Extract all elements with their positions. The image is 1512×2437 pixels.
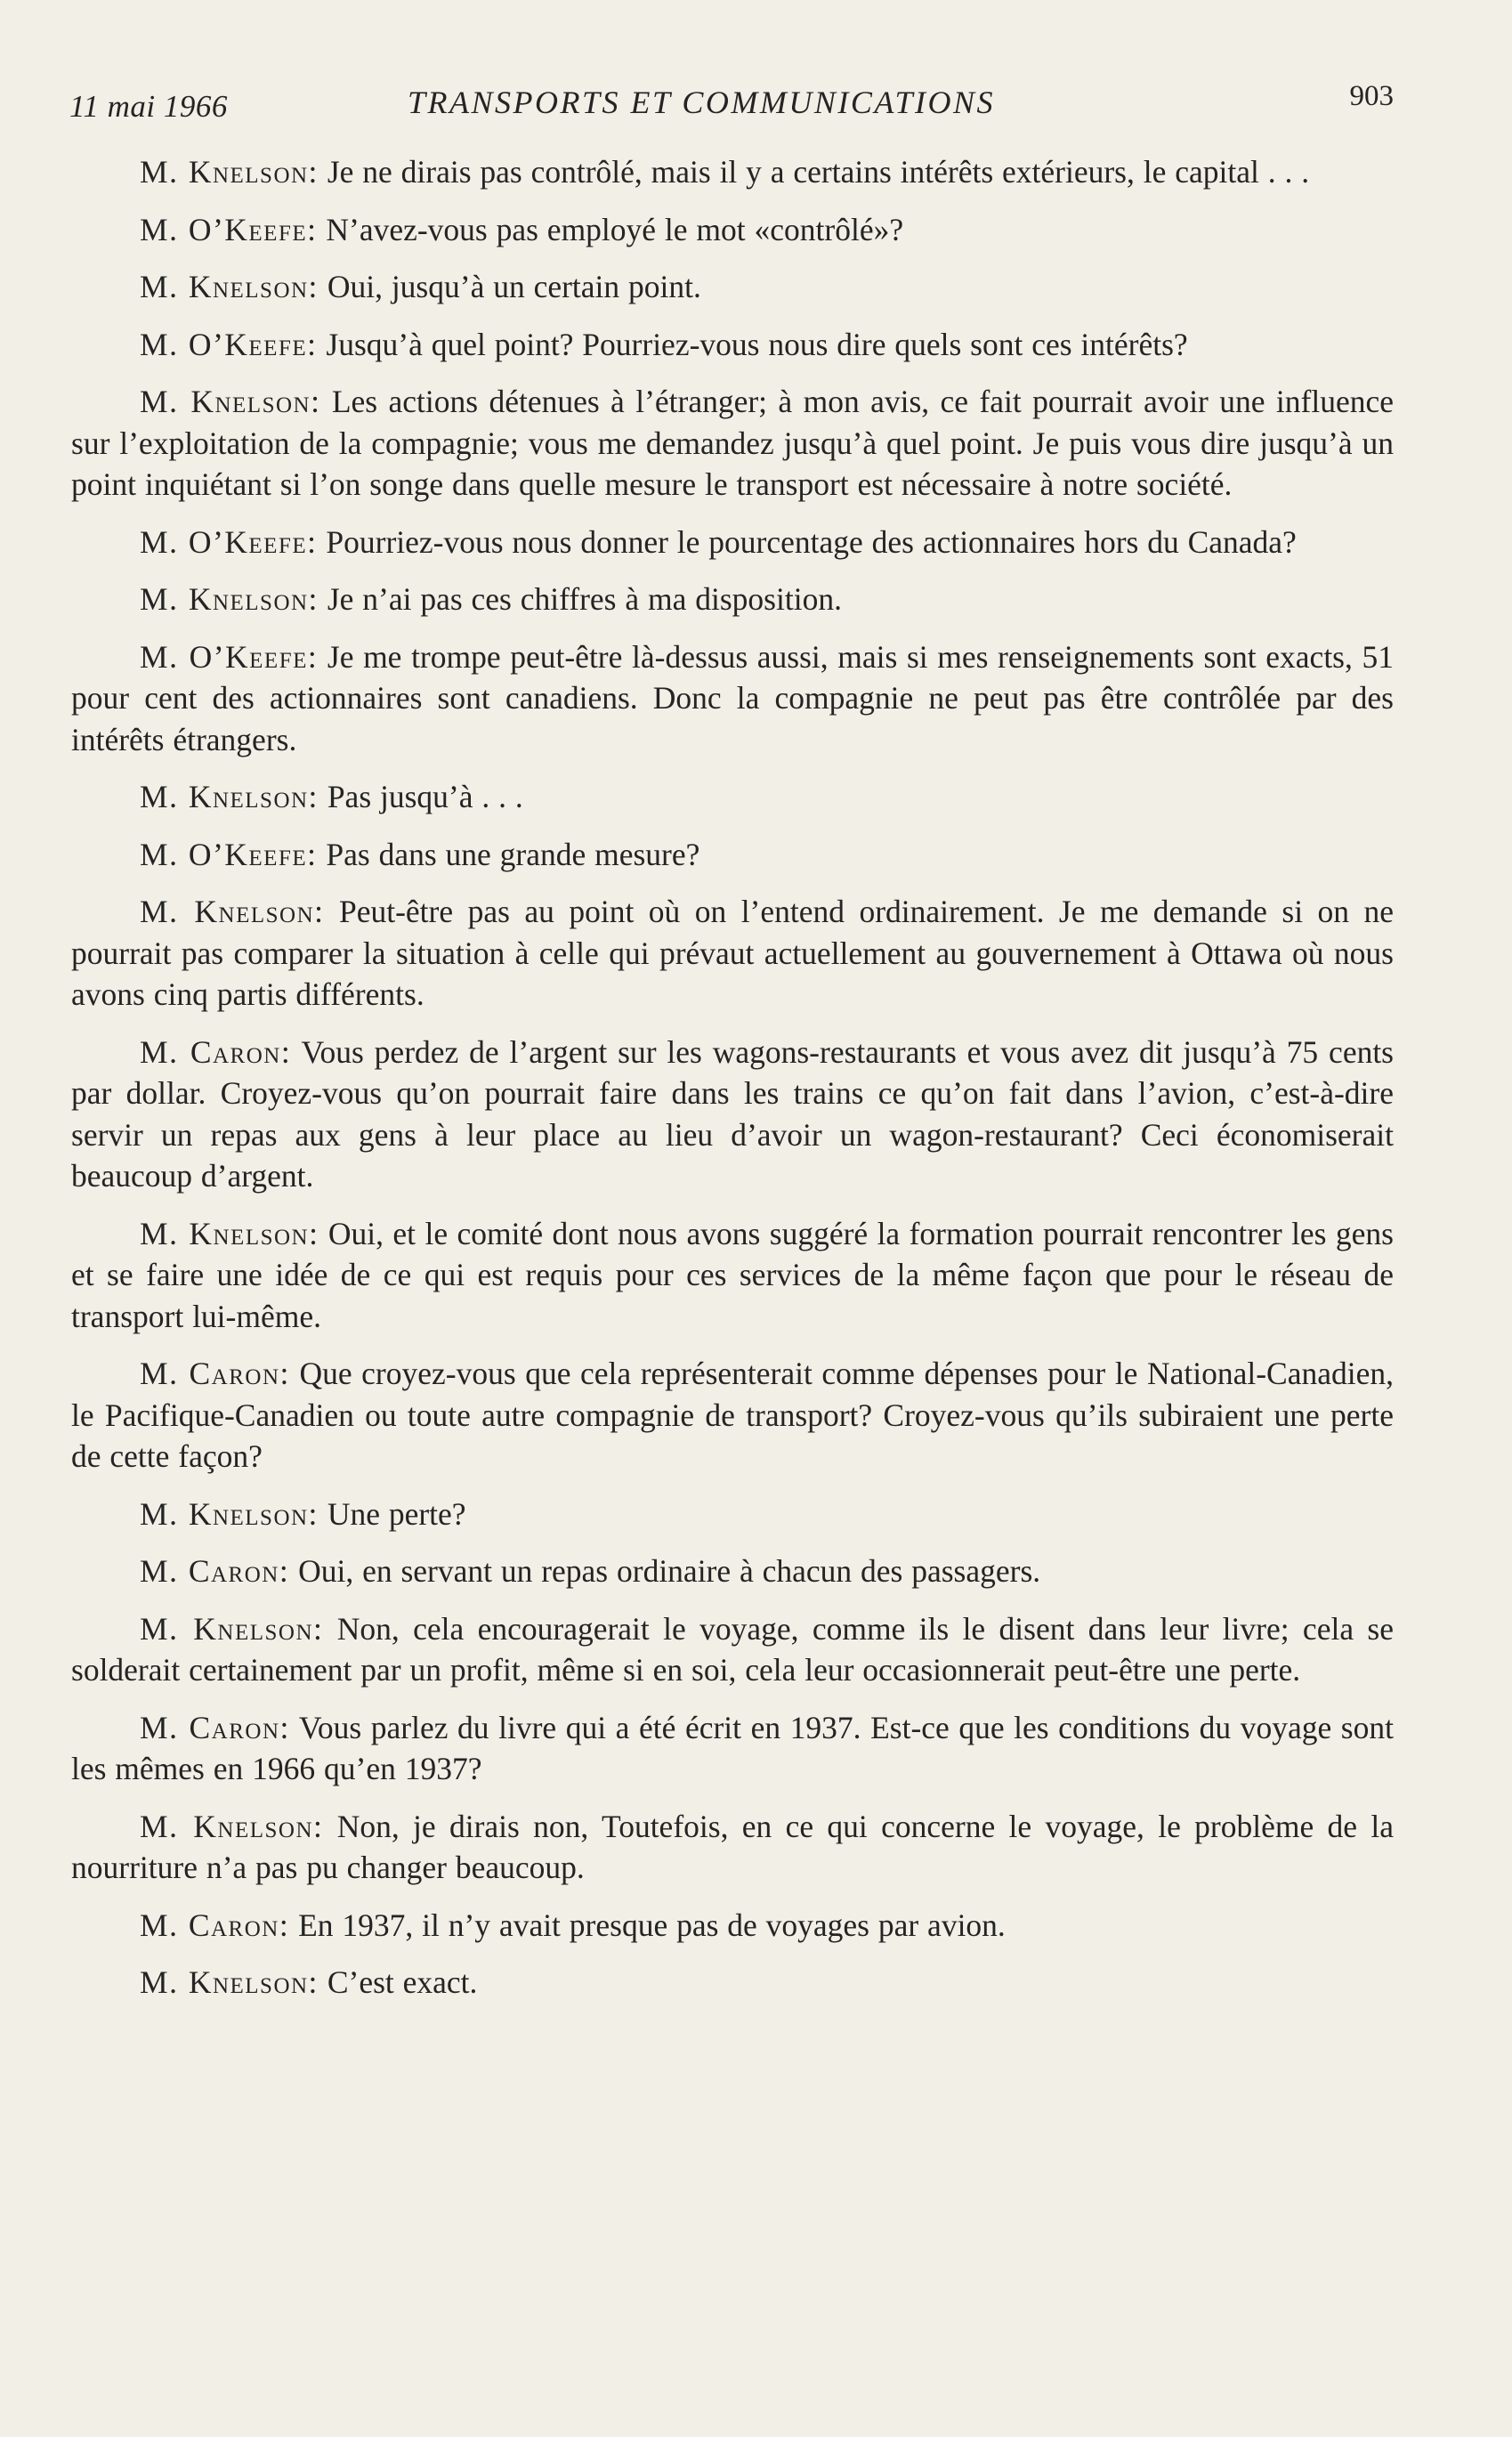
speech-text: Peut-être pas au point où on l’entend ordinairement. Je me demande si on ne pourrait pas comparer la situation à celle qui prévaut actuellement au gouvernement à Ottawa où nous avons cinq partis différents.	[71, 894, 1394, 1012]
speaker-name: M. O’Keefe:	[140, 638, 319, 675]
dialogue-paragraph	[71, 381, 1394, 506]
speaker-name: M. Knelson:	[140, 779, 319, 814]
speaker-name: M. Caron:	[140, 1033, 292, 1070]
dialogue-paragraph	[71, 1550, 1394, 1592]
dialogue-paragraph	[71, 636, 1394, 761]
page-number: 903	[1349, 80, 1394, 112]
speaker-name: M. Knelson:	[140, 894, 325, 929]
speaker-name: M. Caron:	[140, 1709, 290, 1745]
speech-text: Les actions détenues à l’étranger; à mon avis, ce fait pourrait avoir une influence sur l’exploitation de la compagnie; vous me demandez jusqu’à quel point. Je puis vous dire jusqu’à un point inquiétant si l’on songe dans quelle mesure le transport est nécessaire à notre société.	[71, 384, 1394, 502]
dialogue-paragraph	[71, 834, 1394, 876]
dialogue-paragraph	[71, 891, 1394, 1016]
speech-text: Oui, et le comité dont nous avons suggéré la formation pourrait rencontrer les gens et se faire une idée de ce qui est requis pour ces services de la même façon que pour le réseau de transport lui-même.	[71, 1215, 1394, 1334]
dialogue-paragraph	[71, 1213, 1394, 1338]
dialogue-paragraph	[71, 151, 1394, 193]
speech-text: Jusqu’à quel point? Pourriez-vous nous dire quels sont ces intérêts?	[326, 326, 1188, 362]
dialogue-paragraph	[71, 1353, 1394, 1478]
speech-text: C’est exact.	[327, 1964, 478, 2000]
dialogue-paragraph	[71, 324, 1394, 366]
speaker-name: M. Caron:	[140, 1907, 290, 1943]
speaker-name: M. O’Keefe:	[140, 836, 318, 872]
speaker-name: M. Knelson:	[140, 1808, 324, 1844]
speech-text: Je n’ai pas ces chiffres à ma disposition.	[327, 581, 842, 617]
dialogue-paragraph	[71, 1962, 1394, 2004]
speech-text: En 1937, il n’y avait presque pas de voyages par avion.	[298, 1907, 1006, 1943]
speaker-name: M. Caron:	[140, 1553, 290, 1589]
speaker-name: M. Knelson:	[140, 1495, 319, 1532]
speech-text: Vous perdez de l’argent sur les wagons-restaurants et vous avez dit jusqu’à 75 cents par dollar. Croyez-vous qu’on pourrait faire dans les trains ce qu’on fait dans l’avion, c’est-à-dire servir un repas aux gens à leur place au lieu d’avoir un wagon-restaurant? Ceci économiserait beaucoup d’argent.	[71, 1033, 1395, 1194]
speaker-name: M. O’Keefe:	[140, 211, 318, 247]
speaker-name: M. Knelson:	[140, 581, 319, 617]
dialogue-paragraph	[71, 1032, 1394, 1197]
speech-text: Non, cela encouragerait le voyage, comme ils le disent dans leur livre; cela se solderait certainement par un profit, même si en soi, cela leur occasionnerait peut-être une perte.	[71, 1610, 1394, 1688]
speech-text: Je ne dirais pas contrôlé, mais il y a certains intérêts extérieurs, le capital . . .	[327, 154, 1310, 190]
speaker-name: M. O’Keefe:	[140, 523, 318, 560]
speaker-name: M. Caron:	[140, 1356, 290, 1391]
dialogue-paragraph	[71, 1494, 1394, 1535]
speech-text: Vous parlez du livre qui a été écrit en 1937. Est-ce que les conditions du voyage sont les mêmes en 1966 qu’en 1937?	[71, 1709, 1394, 1786]
speaker-name: M. Knelson:	[140, 1610, 324, 1647]
speech-text: Pas dans une grande mesure?	[326, 836, 700, 872]
header-title: TRANSPORTS ET COMMUNICATIONS	[408, 85, 996, 120]
speech-text: Je me trompe peut-être là-dessus aussi, mais si mes renseignements sont exacts, 51 pour cent des actionnaires sont canadiens. Donc la compagnie ne peut pas être contrôlée par des intérêts étrangers.	[71, 638, 1394, 757]
speech-text: Une perte?	[327, 1495, 466, 1532]
speaker-name: M. Knelson:	[140, 1964, 319, 2000]
dialogue-paragraph	[71, 1608, 1394, 1691]
header-date: 11 mai 1966	[69, 89, 228, 124]
running-header	[69, 78, 1394, 132]
dialogue-paragraph	[71, 579, 1394, 620]
speech-text: Non, je dirais non, Toutefois, en ce qui concerne le voyage, le problème de la nourriture n’a pas pu changer beaucoup.	[71, 1808, 1394, 1885]
dialogue-paragraph	[71, 776, 1394, 818]
speaker-name: M. Knelson:	[140, 269, 319, 304]
speech-text: Pas jusqu’à . . .	[327, 779, 523, 814]
speech-text: Oui, en servant un repas ordinaire à chacun des passagers.	[298, 1553, 1041, 1589]
dialogue-paragraph	[71, 1905, 1394, 1947]
speaker-name: M. Knelson:	[140, 1215, 319, 1251]
speaker-name: M. O’Keefe:	[140, 326, 318, 362]
dialogue-paragraph	[71, 209, 1394, 251]
speech-text: Que croyez-vous que cela représenterait comme dépenses pour le National-Canadien, le Pacifique-Canadien ou toute autre compagnie de transport? Croyez-vous qu’ils subiraient une perte de cette façon?	[71, 1356, 1394, 1474]
speech-text: Oui, jusqu’à un certain point.	[327, 269, 701, 304]
speaker-name: M. Knelson:	[140, 154, 319, 190]
speaker-name: M. Knelson:	[140, 384, 321, 419]
speech-text: N’avez-vous pas employé le mot «contrôlé»?	[326, 211, 904, 247]
dialogue-paragraph	[71, 266, 1394, 308]
dialogue-paragraph	[71, 1707, 1394, 1790]
dialogue-paragraph	[71, 1806, 1394, 1889]
transcript-body	[71, 151, 1394, 2004]
speech-text: Pourriez-vous nous donner le pourcentage des actionnaires hors du Canada?	[326, 523, 1297, 560]
dialogue-paragraph	[71, 522, 1394, 563]
